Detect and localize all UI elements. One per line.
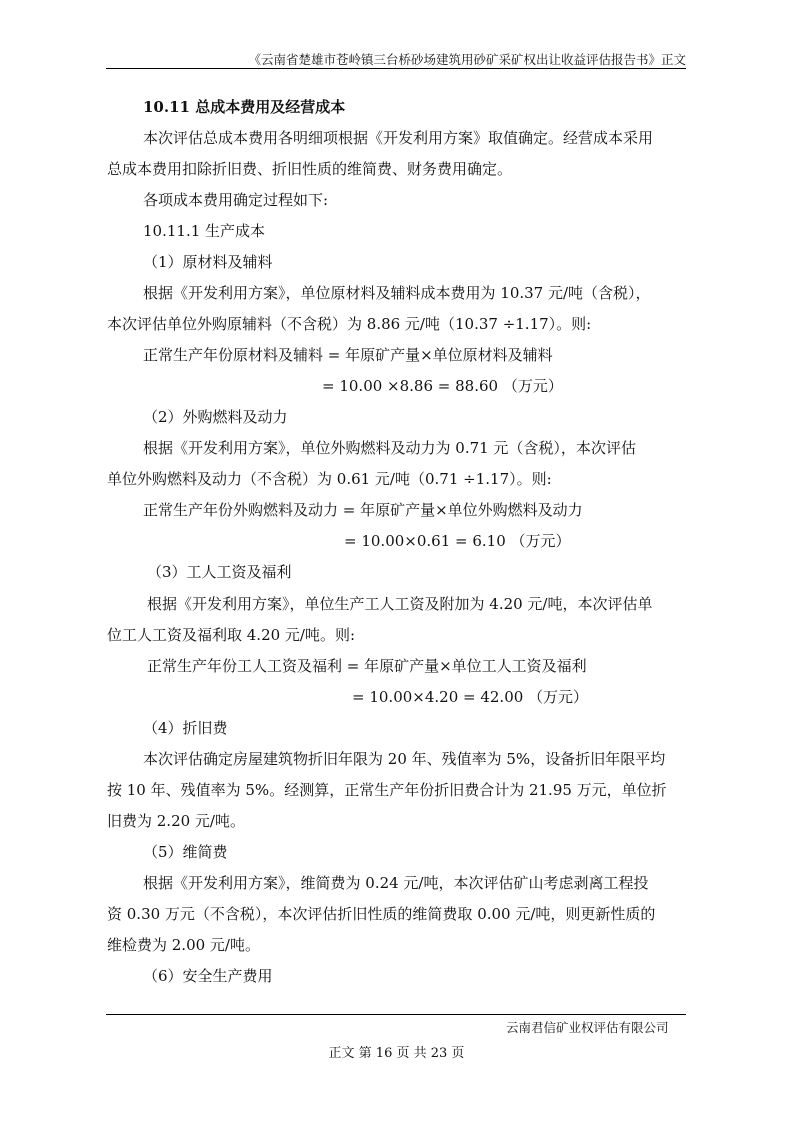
paragraph-line: 根据《开发利用方案》，维简费为 0.24 元/吨，本次评估矿山考虑剥离工程投	[143, 874, 649, 892]
formula-line: 正常生产年份外购燃料及动力 = 年原矿产量×单位外购燃料及动力	[143, 501, 583, 519]
item-heading: （4）折旧费	[143, 719, 228, 737]
item-heading: （1）原材料及辅料	[143, 253, 273, 271]
paragraph-line: 本次评估单位外购原辅料（不含税）为 8.86 元/吨（10.37 ÷1.17）。则:	[107, 315, 592, 333]
paragraph-line: 单位外购燃料及动力（不含税）为 0.61 元/吨（0.71 ÷1.17）。则:	[107, 470, 552, 488]
paragraph-line: 各项成本费用确定过程如下:	[143, 191, 329, 209]
formula-line: 正常生产年份原材料及辅料 = 年原矿产量×单位原材料及辅料	[143, 346, 553, 364]
header-rule	[106, 68, 686, 69]
item-heading: （2）外购燃料及动力	[143, 408, 288, 426]
paragraph-line: 本次评估确定房屋建筑物折旧年限为 20 年、残值率为 5%，设备折旧年限平均	[143, 750, 666, 768]
formula-result: = 10.00 ×8.86 = 88.60 （万元）	[322, 377, 563, 395]
paragraph-line: 根据《开发利用方案》，单位生产工人工资及附加为 4.20 元/吨，本次评估单	[147, 595, 653, 613]
subsection-heading: 10.11.1 生产成本	[143, 222, 266, 240]
running-header: 《云南省楚雄市苍岭镇三台桥砂场建筑用砂矿采矿权出让收益评估报告书》正文	[248, 52, 686, 67]
item-heading: （6）安全生产费用	[143, 967, 273, 985]
paragraph-line: 按 10 年、残值率为 5%。经测算，正常生产年份折旧费合计为 21.95 万元，单位折	[107, 781, 667, 799]
paragraph-line: 总成本费用扣除折旧费、折旧性质的维简费、财务费用确定。	[107, 160, 513, 178]
footer-rule	[106, 1014, 686, 1015]
paragraph-line: 维检费为 2.00 元/吨。	[107, 936, 260, 954]
paragraph-line: 旧费为 2.20 元/吨。	[107, 812, 245, 830]
paragraph-line: 位工人工资及福利取 4.20 元/吨。则:	[107, 626, 356, 644]
section-heading: 10.11 总成本费用及经营成本	[143, 98, 346, 116]
item-heading: （3）工人工资及福利	[147, 563, 292, 581]
formula-result: = 10.00×4.20 = 42.00 （万元）	[352, 688, 589, 706]
page-number: 正文 第 16 页 共 23 页	[328, 1046, 465, 1061]
item-heading: （5）维简费	[143, 843, 228, 861]
paragraph-line: 根据《开发利用方案》，单位外购燃料及动力为 0.71 元（含税），本次评估	[143, 439, 636, 457]
formula-result: = 10.00×0.61 = 6.10 （万元）	[344, 532, 571, 550]
paragraph-line: 资 0.30 万元（不含税），本次评估折旧性质的维简费取 0.00 元/吨，则更新性质的	[107, 905, 656, 923]
paragraph-line: 本次评估总成本费用各明细项根据《开发利用方案》取值确定。经营成本采用	[143, 129, 654, 147]
paragraph-line: 根据《开发利用方案》，单位原材料及辅料成本费用为 10.37 元/吨（含税），	[143, 284, 651, 302]
company-name: 云南君信矿业权评估有限公司	[506, 1020, 669, 1035]
formula-line: 正常生产年份工人工资及福利 = 年原矿产量×单位工人工资及福利	[147, 657, 587, 675]
